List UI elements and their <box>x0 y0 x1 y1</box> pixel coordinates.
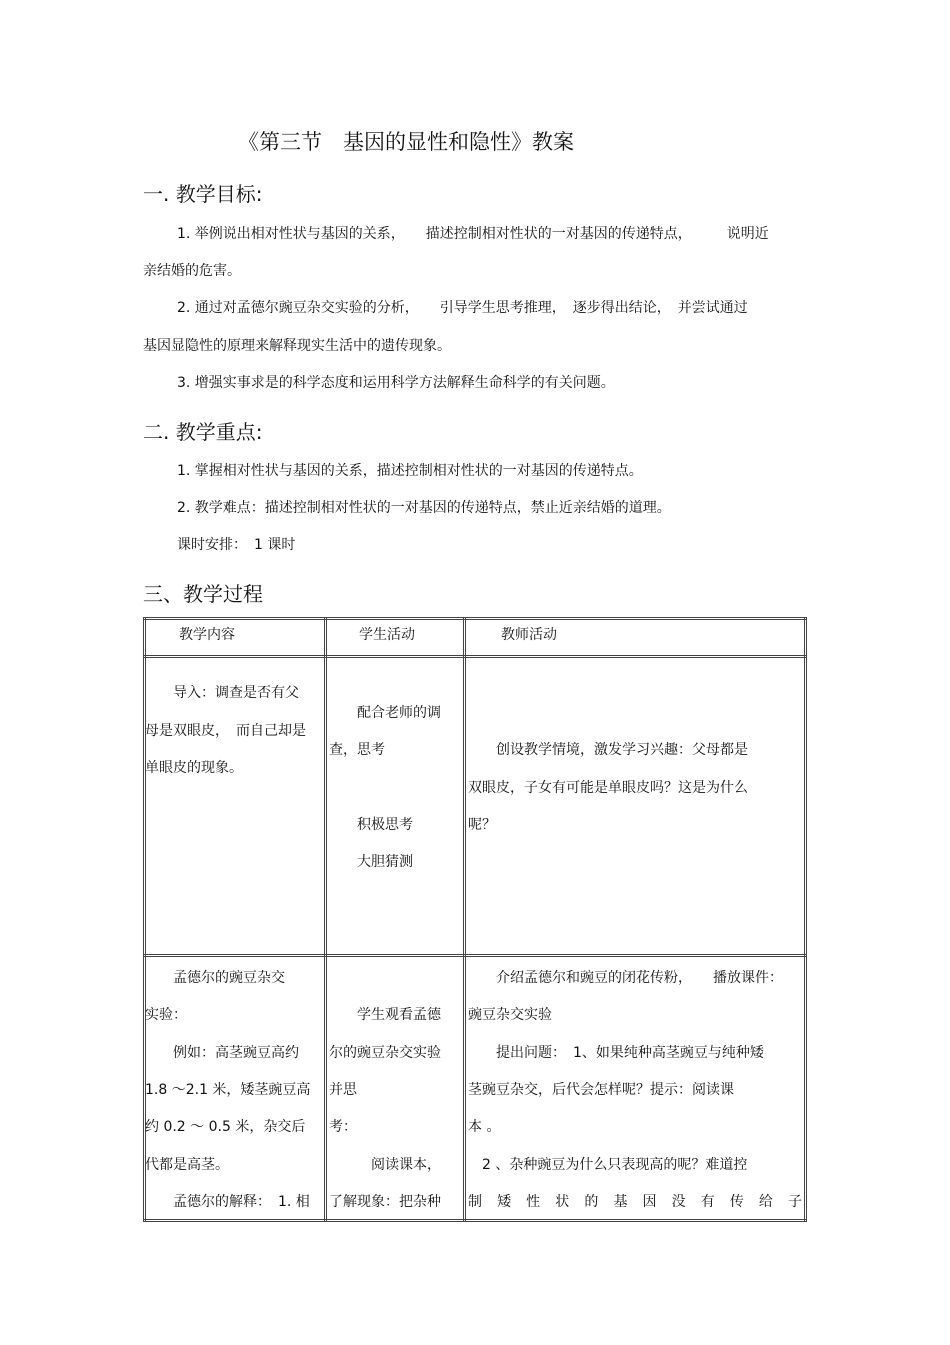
table-header-divider <box>143 655 807 658</box>
row2-content-line: 代都是高茎。 <box>145 1157 229 1173</box>
row2-student-line: 尔的豌豆杂交实验 <box>329 1045 441 1061</box>
row1-content-line: 母是双眼皮， 而自己却是 <box>145 723 306 739</box>
row1-student-line: 积极思考 <box>329 817 413 833</box>
row2-student-line: 了解现象：把杂种 <box>329 1194 441 1210</box>
row2-content-line: 约 0.2 ～ 0.5 米，杂交后 <box>145 1119 306 1135</box>
class-schedule: 课时安排： 1 课时 <box>177 537 296 553</box>
row1-student-line: 查，思考 <box>329 742 385 758</box>
row2-student-line: 学生观看孟德 <box>329 1007 441 1023</box>
row2-student-line: 考： <box>329 1119 357 1135</box>
page-title: 《第三节 基因的显性和隐性》教案 <box>238 130 574 154</box>
header-content: 教学内容 <box>179 627 235 643</box>
table-row-divider <box>143 954 807 957</box>
key-point-2: 2. 教学难点：描述控制相对性状的一对基因的传递特点，禁止近亲结婚的道理。 <box>177 500 671 516</box>
objective-2-line-2: 基因显隐性的原理来解释现实生活中的遗传现象。 <box>143 338 451 354</box>
row2-teacher-line: 本 。 <box>468 1119 501 1135</box>
row2-content-line: 孟德尔的豌豆杂交 <box>145 970 285 986</box>
section-heading-key-points: 二. 教学重点: <box>143 420 263 444</box>
row2-content-line: 1.8 ～2.1 米，矮茎豌豆高 <box>145 1082 311 1098</box>
row1-student-line: 大胆猜测 <box>329 854 413 870</box>
row2-content-line: 孟德尔的解释： 1. 相 <box>145 1194 310 1210</box>
row1-teacher-line: 双眼皮，子女有可能是单眼皮吗？这是为什么 <box>468 780 748 796</box>
row1-teacher-line: 创设教学情境，激发学习兴趣：父母都是 <box>468 742 748 758</box>
table-border-right <box>804 617 807 1222</box>
key-point-1: 1. 掌握相对性状与基因的关系，描述控制相对性状的一对基因的传递特点。 <box>177 463 643 479</box>
objective-3: 3. 增强实事求是的科学态度和运用科学方法解释生命科学的有关问题。 <box>177 375 615 391</box>
table-col-divider-2 <box>463 617 466 1222</box>
row2-teacher-line: 介绍孟德尔和豌豆的闭花传粉， 播放课件： <box>468 970 783 986</box>
row1-content-line: 单眼皮的现象。 <box>145 760 243 776</box>
section-heading-process: 三、教学过程 <box>143 582 263 606</box>
row2-teacher-line: 2 、杂种豌豆为什么只表现高的呢？难道控 <box>468 1157 748 1173</box>
row1-content-line: 导入：调查是否有父 <box>145 685 299 701</box>
row2-content-line: 例如：高茎豌豆高约 <box>145 1045 299 1061</box>
row2-student-line: 阅读课本， <box>329 1157 441 1173</box>
row1-teacher-line: 呢？ <box>468 817 496 833</box>
row2-teacher-line: 豌豆杂交实验 <box>468 1007 552 1023</box>
objective-1-line-1: 1. 举例说出相对性状与基因的关系， 描述控制相对性状的一对基因的传递特点， 说明近 <box>177 226 769 242</box>
teaching-process-table <box>143 617 807 1222</box>
header-student-activity: 学生活动 <box>359 627 415 643</box>
row2-content-line: 实验： <box>145 1007 187 1023</box>
section-heading-objectives: 一. 教学目标: <box>143 182 263 206</box>
row2-teacher-line: 茎豌豆杂交，后代会怎样呢？提示：阅读课 <box>468 1082 734 1098</box>
header-teacher-activity: 教师活动 <box>501 627 557 643</box>
objective-2-line-1: 2. 通过对孟德尔豌豆杂交实验的分析， 引导学生思考推理， 逐步得出结论， 并尝试通过 <box>177 300 748 316</box>
row2-student-line: 并思 <box>329 1082 357 1098</box>
objective-1-line-2: 亲结婚的危害。 <box>143 263 241 279</box>
table-border-top <box>143 617 807 620</box>
row2-teacher-line: 提出问题： 1、如果纯种高茎豌豆与纯种矮 <box>468 1045 764 1061</box>
row2-teacher-line: 制矮性状的基因没有传给子 <box>468 1194 802 1210</box>
table-col-divider-1 <box>324 617 327 1222</box>
row1-student-line: 配合老师的调 <box>329 705 441 721</box>
